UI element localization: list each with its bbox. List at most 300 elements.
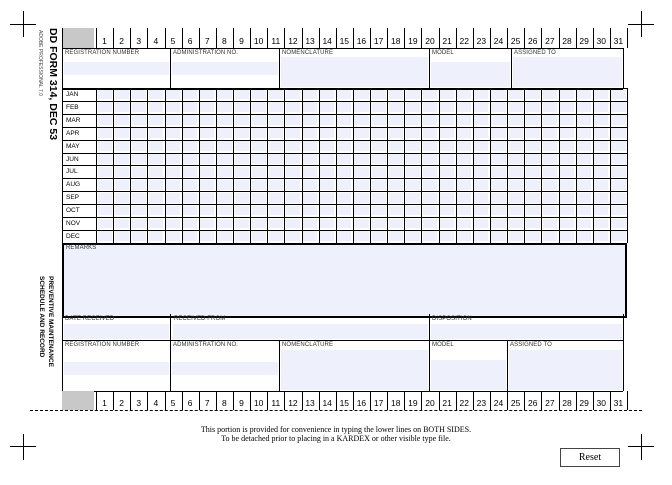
day-cell-jan-16[interactable] bbox=[354, 90, 368, 100]
day-cell-dec-26[interactable] bbox=[526, 231, 540, 241]
day-cell-oct-20[interactable] bbox=[423, 206, 437, 216]
day-cell-nov-31[interactable] bbox=[611, 219, 625, 229]
day-cell-may-18[interactable] bbox=[389, 141, 403, 151]
day-cell-jun-30[interactable] bbox=[594, 154, 608, 164]
day-cell-apr-11[interactable] bbox=[269, 128, 283, 138]
day-cell-may-5[interactable] bbox=[166, 141, 180, 151]
day-cell-mar-8[interactable] bbox=[217, 115, 231, 125]
day-cell-oct-18[interactable] bbox=[389, 206, 403, 216]
day-cell-dec-5[interactable] bbox=[166, 231, 180, 241]
day-cell-jul-8[interactable] bbox=[217, 167, 231, 177]
day-cell-dec-4[interactable] bbox=[149, 231, 163, 241]
day-cell-oct-31[interactable] bbox=[611, 206, 625, 216]
day-cell-oct-4[interactable] bbox=[149, 206, 163, 216]
day-cell-aug-18[interactable] bbox=[389, 180, 403, 190]
day-cell-dec-21[interactable] bbox=[440, 231, 454, 241]
day-cell-sep-30[interactable] bbox=[594, 193, 608, 203]
day-cell-oct-23[interactable] bbox=[474, 206, 488, 216]
day-cell-may-14[interactable] bbox=[320, 141, 334, 151]
day-cell-sep-17[interactable] bbox=[372, 193, 386, 203]
day-cell-sep-8[interactable] bbox=[217, 193, 231, 203]
day-cell-feb-20[interactable] bbox=[423, 102, 437, 112]
day-cell-dec-14[interactable] bbox=[320, 231, 334, 241]
day-cell-aug-14[interactable] bbox=[320, 180, 334, 190]
day-cell-feb-14[interactable] bbox=[320, 102, 334, 112]
day-cell-aug-4[interactable] bbox=[149, 180, 163, 190]
day-cell-sep-26[interactable] bbox=[526, 193, 540, 203]
day-cell-oct-3[interactable] bbox=[132, 206, 146, 216]
day-cell-mar-13[interactable] bbox=[303, 115, 317, 125]
day-cell-mar-18[interactable] bbox=[389, 115, 403, 125]
day-cell-sep-1[interactable] bbox=[98, 193, 112, 203]
day-cell-mar-11[interactable] bbox=[269, 115, 283, 125]
day-cell-may-26[interactable] bbox=[526, 141, 540, 151]
day-cell-jun-4[interactable] bbox=[149, 154, 163, 164]
day-cell-oct-17[interactable] bbox=[372, 206, 386, 216]
day-cell-feb-2[interactable] bbox=[115, 102, 129, 112]
day-cell-feb-8[interactable] bbox=[217, 102, 231, 112]
day-cell-may-25[interactable] bbox=[509, 141, 523, 151]
day-cell-sep-29[interactable] bbox=[577, 193, 591, 203]
day-cell-may-22[interactable] bbox=[457, 141, 471, 151]
day-cell-jun-1[interactable] bbox=[98, 154, 112, 164]
day-cell-may-2[interactable] bbox=[115, 141, 129, 151]
day-cell-oct-1[interactable] bbox=[98, 206, 112, 216]
day-cell-apr-15[interactable] bbox=[337, 128, 351, 138]
day-cell-apr-21[interactable] bbox=[440, 128, 454, 138]
day-cell-feb-4[interactable] bbox=[149, 102, 163, 112]
day-cell-mar-26[interactable] bbox=[526, 115, 540, 125]
remarks-field[interactable] bbox=[66, 254, 620, 312]
day-cell-nov-6[interactable] bbox=[183, 219, 197, 229]
day-cell-nov-14[interactable] bbox=[320, 219, 334, 229]
day-cell-may-29[interactable] bbox=[577, 141, 591, 151]
bottom-administration-no-field[interactable] bbox=[172, 362, 278, 375]
day-cell-apr-22[interactable] bbox=[457, 128, 471, 138]
day-cell-jul-24[interactable] bbox=[491, 167, 505, 177]
day-cell-jun-22[interactable] bbox=[457, 154, 471, 164]
day-cell-oct-28[interactable] bbox=[560, 206, 574, 216]
day-cell-aug-11[interactable] bbox=[269, 180, 283, 190]
day-cell-sep-3[interactable] bbox=[132, 193, 146, 203]
day-cell-jul-28[interactable] bbox=[560, 167, 574, 177]
day-cell-mar-20[interactable] bbox=[423, 115, 437, 125]
day-cell-apr-4[interactable] bbox=[149, 128, 163, 138]
day-cell-aug-13[interactable] bbox=[303, 180, 317, 190]
day-cell-nov-25[interactable] bbox=[509, 219, 523, 229]
day-cell-sep-16[interactable] bbox=[354, 193, 368, 203]
day-cell-aug-22[interactable] bbox=[457, 180, 471, 190]
day-cell-jun-13[interactable] bbox=[303, 154, 317, 164]
date-received-field[interactable] bbox=[64, 324, 169, 339]
day-cell-apr-1[interactable] bbox=[98, 128, 112, 138]
day-cell-oct-11[interactable] bbox=[269, 206, 283, 216]
day-cell-sep-19[interactable] bbox=[406, 193, 420, 203]
day-cell-nov-13[interactable] bbox=[303, 219, 317, 229]
day-cell-jun-18[interactable] bbox=[389, 154, 403, 164]
day-cell-oct-16[interactable] bbox=[354, 206, 368, 216]
day-cell-may-12[interactable] bbox=[286, 141, 300, 151]
day-cell-sep-12[interactable] bbox=[286, 193, 300, 203]
day-cell-aug-25[interactable] bbox=[509, 180, 523, 190]
day-cell-jun-26[interactable] bbox=[526, 154, 540, 164]
day-cell-sep-13[interactable] bbox=[303, 193, 317, 203]
day-cell-apr-7[interactable] bbox=[200, 128, 214, 138]
day-cell-feb-1[interactable] bbox=[98, 102, 112, 112]
day-cell-mar-21[interactable] bbox=[440, 115, 454, 125]
day-cell-nov-30[interactable] bbox=[594, 219, 608, 229]
day-cell-sep-20[interactable] bbox=[423, 193, 437, 203]
day-cell-oct-12[interactable] bbox=[286, 206, 300, 216]
day-cell-oct-29[interactable] bbox=[577, 206, 591, 216]
day-cell-feb-15[interactable] bbox=[337, 102, 351, 112]
day-cell-dec-22[interactable] bbox=[457, 231, 471, 241]
day-cell-aug-9[interactable] bbox=[235, 180, 249, 190]
day-cell-sep-4[interactable] bbox=[149, 193, 163, 203]
day-cell-jul-3[interactable] bbox=[132, 167, 146, 177]
day-cell-mar-31[interactable] bbox=[611, 115, 625, 125]
day-cell-sep-23[interactable] bbox=[474, 193, 488, 203]
day-cell-jan-2[interactable] bbox=[115, 90, 129, 100]
day-cell-dec-19[interactable] bbox=[406, 231, 420, 241]
day-cell-nov-5[interactable] bbox=[166, 219, 180, 229]
day-cell-dec-10[interactable] bbox=[252, 231, 266, 241]
day-cell-aug-10[interactable] bbox=[252, 180, 266, 190]
day-cell-jul-14[interactable] bbox=[320, 167, 334, 177]
day-cell-oct-7[interactable] bbox=[200, 206, 214, 216]
day-cell-jul-17[interactable] bbox=[372, 167, 386, 177]
day-cell-mar-24[interactable] bbox=[491, 115, 505, 125]
day-cell-jan-7[interactable] bbox=[200, 90, 214, 100]
day-cell-apr-6[interactable] bbox=[183, 128, 197, 138]
day-cell-oct-8[interactable] bbox=[217, 206, 231, 216]
day-cell-jun-25[interactable] bbox=[509, 154, 523, 164]
day-cell-jun-17[interactable] bbox=[372, 154, 386, 164]
day-cell-jun-9[interactable] bbox=[235, 154, 249, 164]
day-cell-jan-19[interactable] bbox=[406, 90, 420, 100]
day-cell-aug-26[interactable] bbox=[526, 180, 540, 190]
day-cell-apr-3[interactable] bbox=[132, 128, 146, 138]
day-cell-feb-18[interactable] bbox=[389, 102, 403, 112]
day-cell-oct-30[interactable] bbox=[594, 206, 608, 216]
day-cell-apr-14[interactable] bbox=[320, 128, 334, 138]
day-cell-may-28[interactable] bbox=[560, 141, 574, 151]
day-cell-aug-15[interactable] bbox=[337, 180, 351, 190]
day-cell-jun-8[interactable] bbox=[217, 154, 231, 164]
day-cell-sep-24[interactable] bbox=[491, 193, 505, 203]
day-cell-apr-20[interactable] bbox=[423, 128, 437, 138]
day-cell-nov-21[interactable] bbox=[440, 219, 454, 229]
day-cell-nov-22[interactable] bbox=[457, 219, 471, 229]
day-cell-aug-23[interactable] bbox=[474, 180, 488, 190]
day-cell-mar-12[interactable] bbox=[286, 115, 300, 125]
day-cell-feb-5[interactable] bbox=[166, 102, 180, 112]
day-cell-jan-17[interactable] bbox=[372, 90, 386, 100]
day-cell-feb-27[interactable] bbox=[543, 102, 557, 112]
day-cell-jan-30[interactable] bbox=[594, 90, 608, 100]
day-cell-apr-13[interactable] bbox=[303, 128, 317, 138]
day-cell-mar-5[interactable] bbox=[166, 115, 180, 125]
day-cell-feb-11[interactable] bbox=[269, 102, 283, 112]
day-cell-apr-17[interactable] bbox=[372, 128, 386, 138]
day-cell-aug-21[interactable] bbox=[440, 180, 454, 190]
day-cell-jun-10[interactable] bbox=[252, 154, 266, 164]
day-cell-apr-9[interactable] bbox=[235, 128, 249, 138]
day-cell-dec-6[interactable] bbox=[183, 231, 197, 241]
day-cell-nov-23[interactable] bbox=[474, 219, 488, 229]
day-cell-apr-26[interactable] bbox=[526, 128, 540, 138]
day-cell-dec-9[interactable] bbox=[235, 231, 249, 241]
day-cell-jan-4[interactable] bbox=[149, 90, 163, 100]
day-cell-mar-27[interactable] bbox=[543, 115, 557, 125]
day-cell-oct-5[interactable] bbox=[166, 206, 180, 216]
day-cell-jan-28[interactable] bbox=[560, 90, 574, 100]
day-cell-dec-18[interactable] bbox=[389, 231, 403, 241]
day-cell-dec-16[interactable] bbox=[354, 231, 368, 241]
day-cell-jun-27[interactable] bbox=[543, 154, 557, 164]
day-cell-dec-2[interactable] bbox=[115, 231, 129, 241]
day-cell-sep-18[interactable] bbox=[389, 193, 403, 203]
day-cell-jun-7[interactable] bbox=[200, 154, 214, 164]
day-cell-jul-27[interactable] bbox=[543, 167, 557, 177]
day-cell-jan-8[interactable] bbox=[217, 90, 231, 100]
day-cell-oct-10[interactable] bbox=[252, 206, 266, 216]
day-cell-dec-3[interactable] bbox=[132, 231, 146, 241]
day-cell-dec-23[interactable] bbox=[474, 231, 488, 241]
day-cell-oct-6[interactable] bbox=[183, 206, 197, 216]
day-cell-jun-5[interactable] bbox=[166, 154, 180, 164]
day-cell-jul-12[interactable] bbox=[286, 167, 300, 177]
day-cell-oct-27[interactable] bbox=[543, 206, 557, 216]
day-cell-jan-25[interactable] bbox=[509, 90, 523, 100]
day-cell-jul-16[interactable] bbox=[354, 167, 368, 177]
top-registration-number-field[interactable] bbox=[64, 62, 169, 75]
day-cell-apr-10[interactable] bbox=[252, 128, 266, 138]
day-cell-oct-25[interactable] bbox=[509, 206, 523, 216]
day-cell-feb-25[interactable] bbox=[509, 102, 523, 112]
day-cell-feb-9[interactable] bbox=[235, 102, 249, 112]
day-cell-may-24[interactable] bbox=[491, 141, 505, 151]
day-cell-mar-9[interactable] bbox=[235, 115, 249, 125]
day-cell-nov-4[interactable] bbox=[149, 219, 163, 229]
day-cell-may-19[interactable] bbox=[406, 141, 420, 151]
day-cell-sep-7[interactable] bbox=[200, 193, 214, 203]
day-cell-sep-11[interactable] bbox=[269, 193, 283, 203]
day-cell-jun-14[interactable] bbox=[320, 154, 334, 164]
day-cell-apr-27[interactable] bbox=[543, 128, 557, 138]
day-cell-jun-12[interactable] bbox=[286, 154, 300, 164]
day-cell-nov-3[interactable] bbox=[132, 219, 146, 229]
day-cell-jul-26[interactable] bbox=[526, 167, 540, 177]
day-cell-may-15[interactable] bbox=[337, 141, 351, 151]
day-cell-dec-20[interactable] bbox=[423, 231, 437, 241]
day-cell-jul-6[interactable] bbox=[183, 167, 197, 177]
received-from-field[interactable] bbox=[173, 324, 428, 339]
day-cell-nov-17[interactable] bbox=[372, 219, 386, 229]
day-cell-apr-19[interactable] bbox=[406, 128, 420, 138]
day-cell-jan-5[interactable] bbox=[166, 90, 180, 100]
day-cell-apr-12[interactable] bbox=[286, 128, 300, 138]
day-cell-may-17[interactable] bbox=[372, 141, 386, 151]
day-cell-dec-17[interactable] bbox=[372, 231, 386, 241]
top-assigned-to-field[interactable] bbox=[513, 57, 622, 87]
day-cell-jan-27[interactable] bbox=[543, 90, 557, 100]
day-cell-jan-29[interactable] bbox=[577, 90, 591, 100]
top-model-field[interactable] bbox=[431, 62, 510, 87]
day-cell-jan-6[interactable] bbox=[183, 90, 197, 100]
day-cell-mar-6[interactable] bbox=[183, 115, 197, 125]
day-cell-dec-15[interactable] bbox=[337, 231, 351, 241]
day-cell-nov-26[interactable] bbox=[526, 219, 540, 229]
day-cell-mar-16[interactable] bbox=[354, 115, 368, 125]
day-cell-jul-13[interactable] bbox=[303, 167, 317, 177]
day-cell-apr-16[interactable] bbox=[354, 128, 368, 138]
day-cell-jun-23[interactable] bbox=[474, 154, 488, 164]
day-cell-dec-7[interactable] bbox=[200, 231, 214, 241]
day-cell-may-27[interactable] bbox=[543, 141, 557, 151]
day-cell-jul-1[interactable] bbox=[98, 167, 112, 177]
day-cell-mar-25[interactable] bbox=[509, 115, 523, 125]
day-cell-dec-11[interactable] bbox=[269, 231, 283, 241]
day-cell-apr-18[interactable] bbox=[389, 128, 403, 138]
day-cell-mar-1[interactable] bbox=[98, 115, 112, 125]
day-cell-sep-31[interactable] bbox=[611, 193, 625, 203]
day-cell-jul-11[interactable] bbox=[269, 167, 283, 177]
day-cell-nov-19[interactable] bbox=[406, 219, 420, 229]
day-cell-sep-9[interactable] bbox=[235, 193, 249, 203]
day-cell-jan-22[interactable] bbox=[457, 90, 471, 100]
day-cell-jul-10[interactable] bbox=[252, 167, 266, 177]
day-cell-sep-22[interactable] bbox=[457, 193, 471, 203]
day-cell-oct-13[interactable] bbox=[303, 206, 317, 216]
day-cell-jul-19[interactable] bbox=[406, 167, 420, 177]
day-cell-aug-1[interactable] bbox=[98, 180, 112, 190]
top-administration-no-field[interactable] bbox=[172, 62, 278, 75]
day-cell-dec-29[interactable] bbox=[577, 231, 591, 241]
day-cell-jan-23[interactable] bbox=[474, 90, 488, 100]
day-cell-aug-29[interactable] bbox=[577, 180, 591, 190]
day-cell-may-10[interactable] bbox=[252, 141, 266, 151]
day-cell-feb-26[interactable] bbox=[526, 102, 540, 112]
day-cell-jun-2[interactable] bbox=[115, 154, 129, 164]
day-cell-jul-29[interactable] bbox=[577, 167, 591, 177]
day-cell-sep-25[interactable] bbox=[509, 193, 523, 203]
day-cell-jul-22[interactable] bbox=[457, 167, 471, 177]
day-cell-feb-30[interactable] bbox=[594, 102, 608, 112]
reset-button[interactable]: Reset bbox=[560, 448, 620, 467]
day-cell-jul-25[interactable] bbox=[509, 167, 523, 177]
day-cell-jun-21[interactable] bbox=[440, 154, 454, 164]
day-cell-nov-15[interactable] bbox=[337, 219, 351, 229]
day-cell-mar-22[interactable] bbox=[457, 115, 471, 125]
day-cell-may-21[interactable] bbox=[440, 141, 454, 151]
day-cell-jan-1[interactable] bbox=[98, 90, 112, 100]
day-cell-nov-28[interactable] bbox=[560, 219, 574, 229]
day-cell-may-8[interactable] bbox=[217, 141, 231, 151]
day-cell-mar-3[interactable] bbox=[132, 115, 146, 125]
day-cell-dec-12[interactable] bbox=[286, 231, 300, 241]
day-cell-apr-25[interactable] bbox=[509, 128, 523, 138]
day-cell-jun-20[interactable] bbox=[423, 154, 437, 164]
day-cell-aug-5[interactable] bbox=[166, 180, 180, 190]
day-cell-jan-12[interactable] bbox=[286, 90, 300, 100]
day-cell-jul-4[interactable] bbox=[149, 167, 163, 177]
day-cell-feb-6[interactable] bbox=[183, 102, 197, 112]
day-cell-feb-31[interactable] bbox=[611, 102, 625, 112]
day-cell-apr-2[interactable] bbox=[115, 128, 129, 138]
day-cell-jul-20[interactable] bbox=[423, 167, 437, 177]
day-cell-sep-6[interactable] bbox=[183, 193, 197, 203]
day-cell-sep-10[interactable] bbox=[252, 193, 266, 203]
day-cell-feb-17[interactable] bbox=[372, 102, 386, 112]
day-cell-sep-2[interactable] bbox=[115, 193, 129, 203]
day-cell-jun-16[interactable] bbox=[354, 154, 368, 164]
top-nomenclature-field[interactable] bbox=[281, 57, 428, 87]
day-cell-dec-30[interactable] bbox=[594, 231, 608, 241]
day-cell-nov-18[interactable] bbox=[389, 219, 403, 229]
day-cell-oct-15[interactable] bbox=[337, 206, 351, 216]
day-cell-mar-19[interactable] bbox=[406, 115, 420, 125]
day-cell-nov-10[interactable] bbox=[252, 219, 266, 229]
day-cell-feb-19[interactable] bbox=[406, 102, 420, 112]
day-cell-jan-20[interactable] bbox=[423, 90, 437, 100]
day-cell-mar-30[interactable] bbox=[594, 115, 608, 125]
day-cell-may-4[interactable] bbox=[149, 141, 163, 151]
day-cell-may-6[interactable] bbox=[183, 141, 197, 151]
day-cell-may-13[interactable] bbox=[303, 141, 317, 151]
day-cell-oct-2[interactable] bbox=[115, 206, 129, 216]
day-cell-aug-3[interactable] bbox=[132, 180, 146, 190]
day-cell-jan-13[interactable] bbox=[303, 90, 317, 100]
disposition-field[interactable] bbox=[431, 324, 622, 339]
day-cell-oct-26[interactable] bbox=[526, 206, 540, 216]
day-cell-dec-8[interactable] bbox=[217, 231, 231, 241]
day-cell-aug-24[interactable] bbox=[491, 180, 505, 190]
day-cell-nov-27[interactable] bbox=[543, 219, 557, 229]
day-cell-nov-9[interactable] bbox=[235, 219, 249, 229]
day-cell-feb-10[interactable] bbox=[252, 102, 266, 112]
day-cell-feb-16[interactable] bbox=[354, 102, 368, 112]
day-cell-sep-14[interactable] bbox=[320, 193, 334, 203]
day-cell-aug-16[interactable] bbox=[354, 180, 368, 190]
day-cell-jan-21[interactable] bbox=[440, 90, 454, 100]
day-cell-mar-23[interactable] bbox=[474, 115, 488, 125]
day-cell-jul-23[interactable] bbox=[474, 167, 488, 177]
day-cell-aug-8[interactable] bbox=[217, 180, 231, 190]
day-cell-mar-15[interactable] bbox=[337, 115, 351, 125]
day-cell-nov-20[interactable] bbox=[423, 219, 437, 229]
day-cell-jun-31[interactable] bbox=[611, 154, 625, 164]
day-cell-apr-23[interactable] bbox=[474, 128, 488, 138]
day-cell-feb-23[interactable] bbox=[474, 102, 488, 112]
day-cell-jan-10[interactable] bbox=[252, 90, 266, 100]
day-cell-may-9[interactable] bbox=[235, 141, 249, 151]
day-cell-sep-5[interactable] bbox=[166, 193, 180, 203]
day-cell-jul-2[interactable] bbox=[115, 167, 129, 177]
day-cell-mar-17[interactable] bbox=[372, 115, 386, 125]
day-cell-dec-25[interactable] bbox=[509, 231, 523, 241]
day-cell-feb-13[interactable] bbox=[303, 102, 317, 112]
day-cell-jan-3[interactable] bbox=[132, 90, 146, 100]
day-cell-sep-21[interactable] bbox=[440, 193, 454, 203]
day-cell-aug-19[interactable] bbox=[406, 180, 420, 190]
day-cell-feb-12[interactable] bbox=[286, 102, 300, 112]
day-cell-jun-3[interactable] bbox=[132, 154, 146, 164]
day-cell-aug-31[interactable] bbox=[611, 180, 625, 190]
day-cell-aug-2[interactable] bbox=[115, 180, 129, 190]
day-cell-jun-19[interactable] bbox=[406, 154, 420, 164]
day-cell-mar-14[interactable] bbox=[320, 115, 334, 125]
